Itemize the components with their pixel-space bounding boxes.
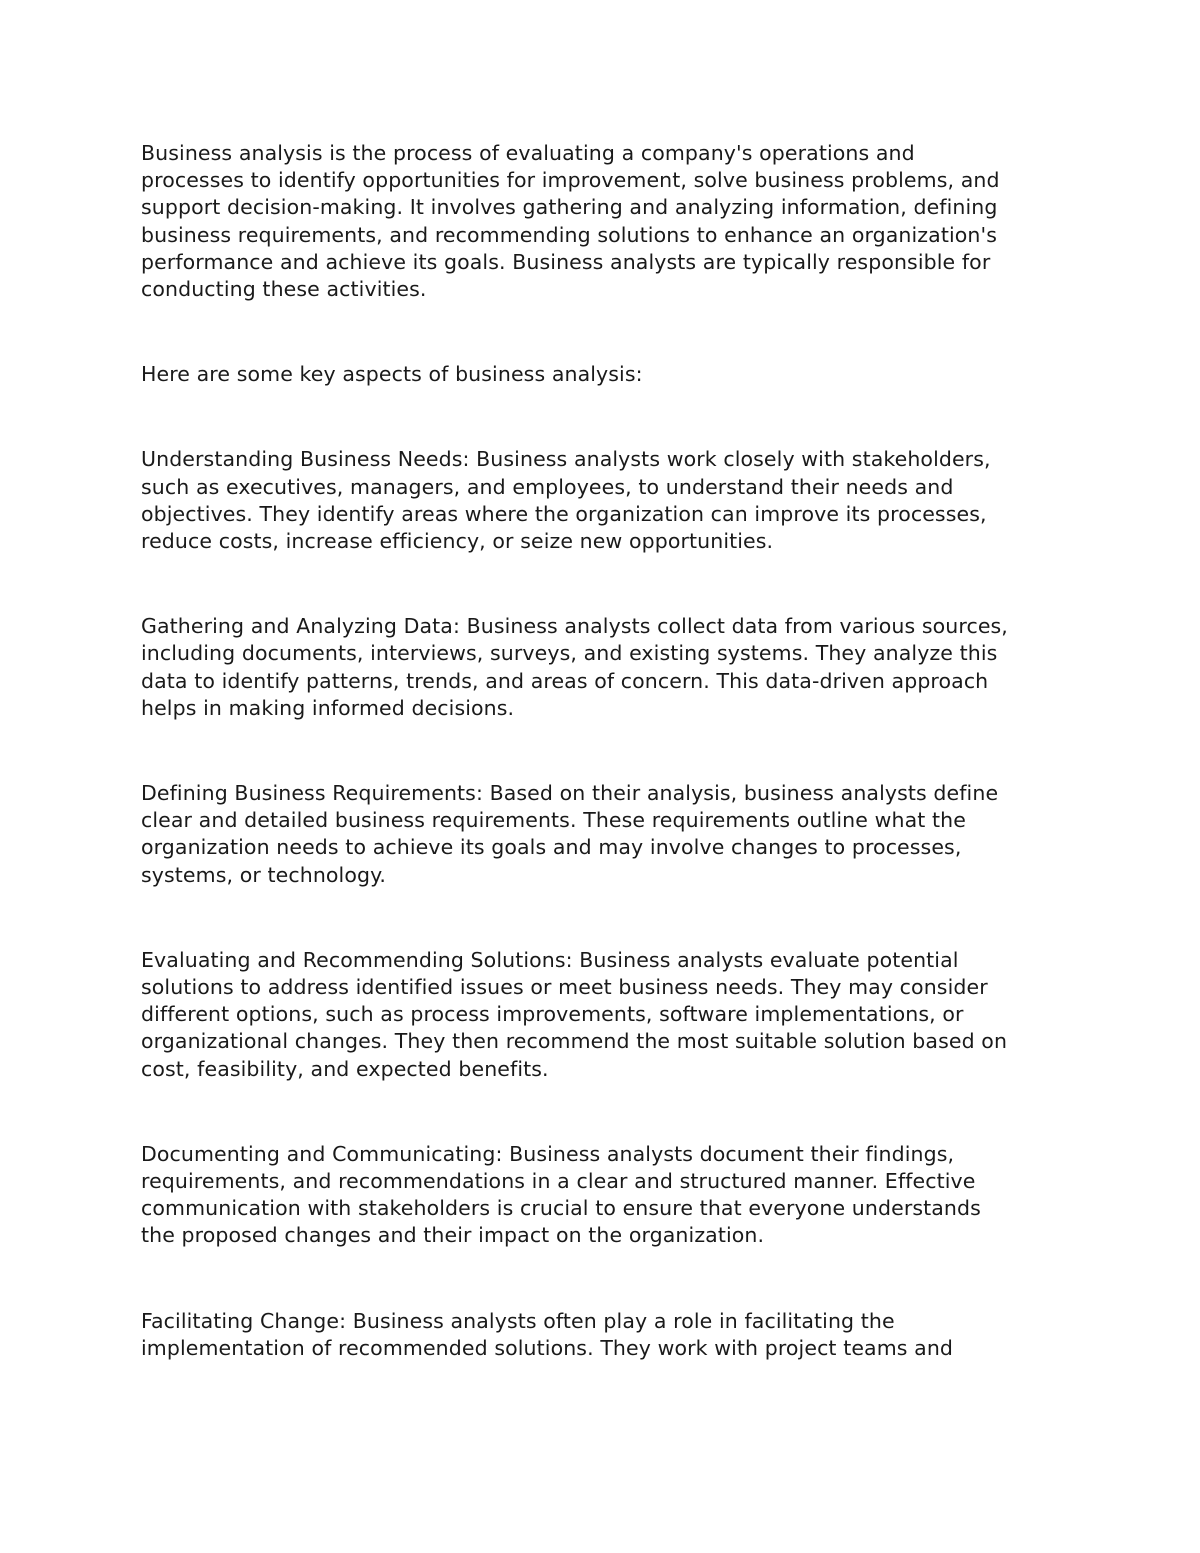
facilitating-change-paragraph: Facilitating Change: Business analysts often play a role in facilitating the implementation of recommended solutions. They work with project teams and — [141, 1308, 954, 1360]
paragraph-spacer — [141, 722, 1071, 780]
document-body — [141, 140, 1071, 1362]
paragraph-spacer — [141, 388, 1071, 446]
understanding-needs-paragraph: Understanding Business Needs: Business analysts work closely with stakeholders, such as executives, managers, and employees, to understand their needs and objectives. They identify areas where the organization can improve its processes, reduce costs, increase efficiency, or seize new opportunities. — [141, 447, 991, 554]
paragraph-spacer — [141, 889, 1071, 947]
aspects-intro-paragraph: Here are some key aspects of business analysis: — [141, 362, 643, 387]
evaluating-solutions-paragraph: Evaluating and Recommending Solutions: Business analysts evaluate potential solutions to address identified issues or meet business needs. They may consider different options, such as process improvements, software implementations, or organizational changes. They then recommend the most suitable solution based on cost, feasibility, and expected benefits. — [141, 947, 1008, 1081]
paragraph-spacer — [141, 555, 1071, 613]
paragraph-spacer — [141, 303, 1071, 361]
gathering-data-paragraph: Gathering and Analyzing Data: Business analysts collect data from various sources, including documents, interviews, surveys, and existing systems. They analyze this data to identify patterns, trends, and areas of concern. This data-driven approach helps in making informed decisions. — [141, 614, 1008, 720]
intro-paragraph: Business analysis is the process of evaluating a company's operations and processes to identify opportunities for improvement, solve business problems, and support decision-making. It involves gathering and analyzing information, defining business requirements, and recommending solutions to enhance an organization's performance and achieve its goals. Business analysts are typically responsible for conducting these activities. — [141, 141, 1000, 302]
paragraph-spacer — [141, 1083, 1071, 1141]
paragraph-spacer — [141, 1250, 1071, 1308]
defining-requirements-paragraph: Defining Business Requirements: Based on their analysis, business analysts define clear and detailed business requirements. These requirements outline what the organization needs to achieve its goals and may involve changes to processes, systems, or technology. — [141, 781, 999, 887]
documenting-communicating-paragraph: Documenting and Communicating: Business analysts document their findings, requirements, and recommendations in a clear and structured manner. Effective communication with stakeholders is crucial to ensure that everyone understands the proposed changes and their impact on the organization. — [141, 1141, 981, 1248]
